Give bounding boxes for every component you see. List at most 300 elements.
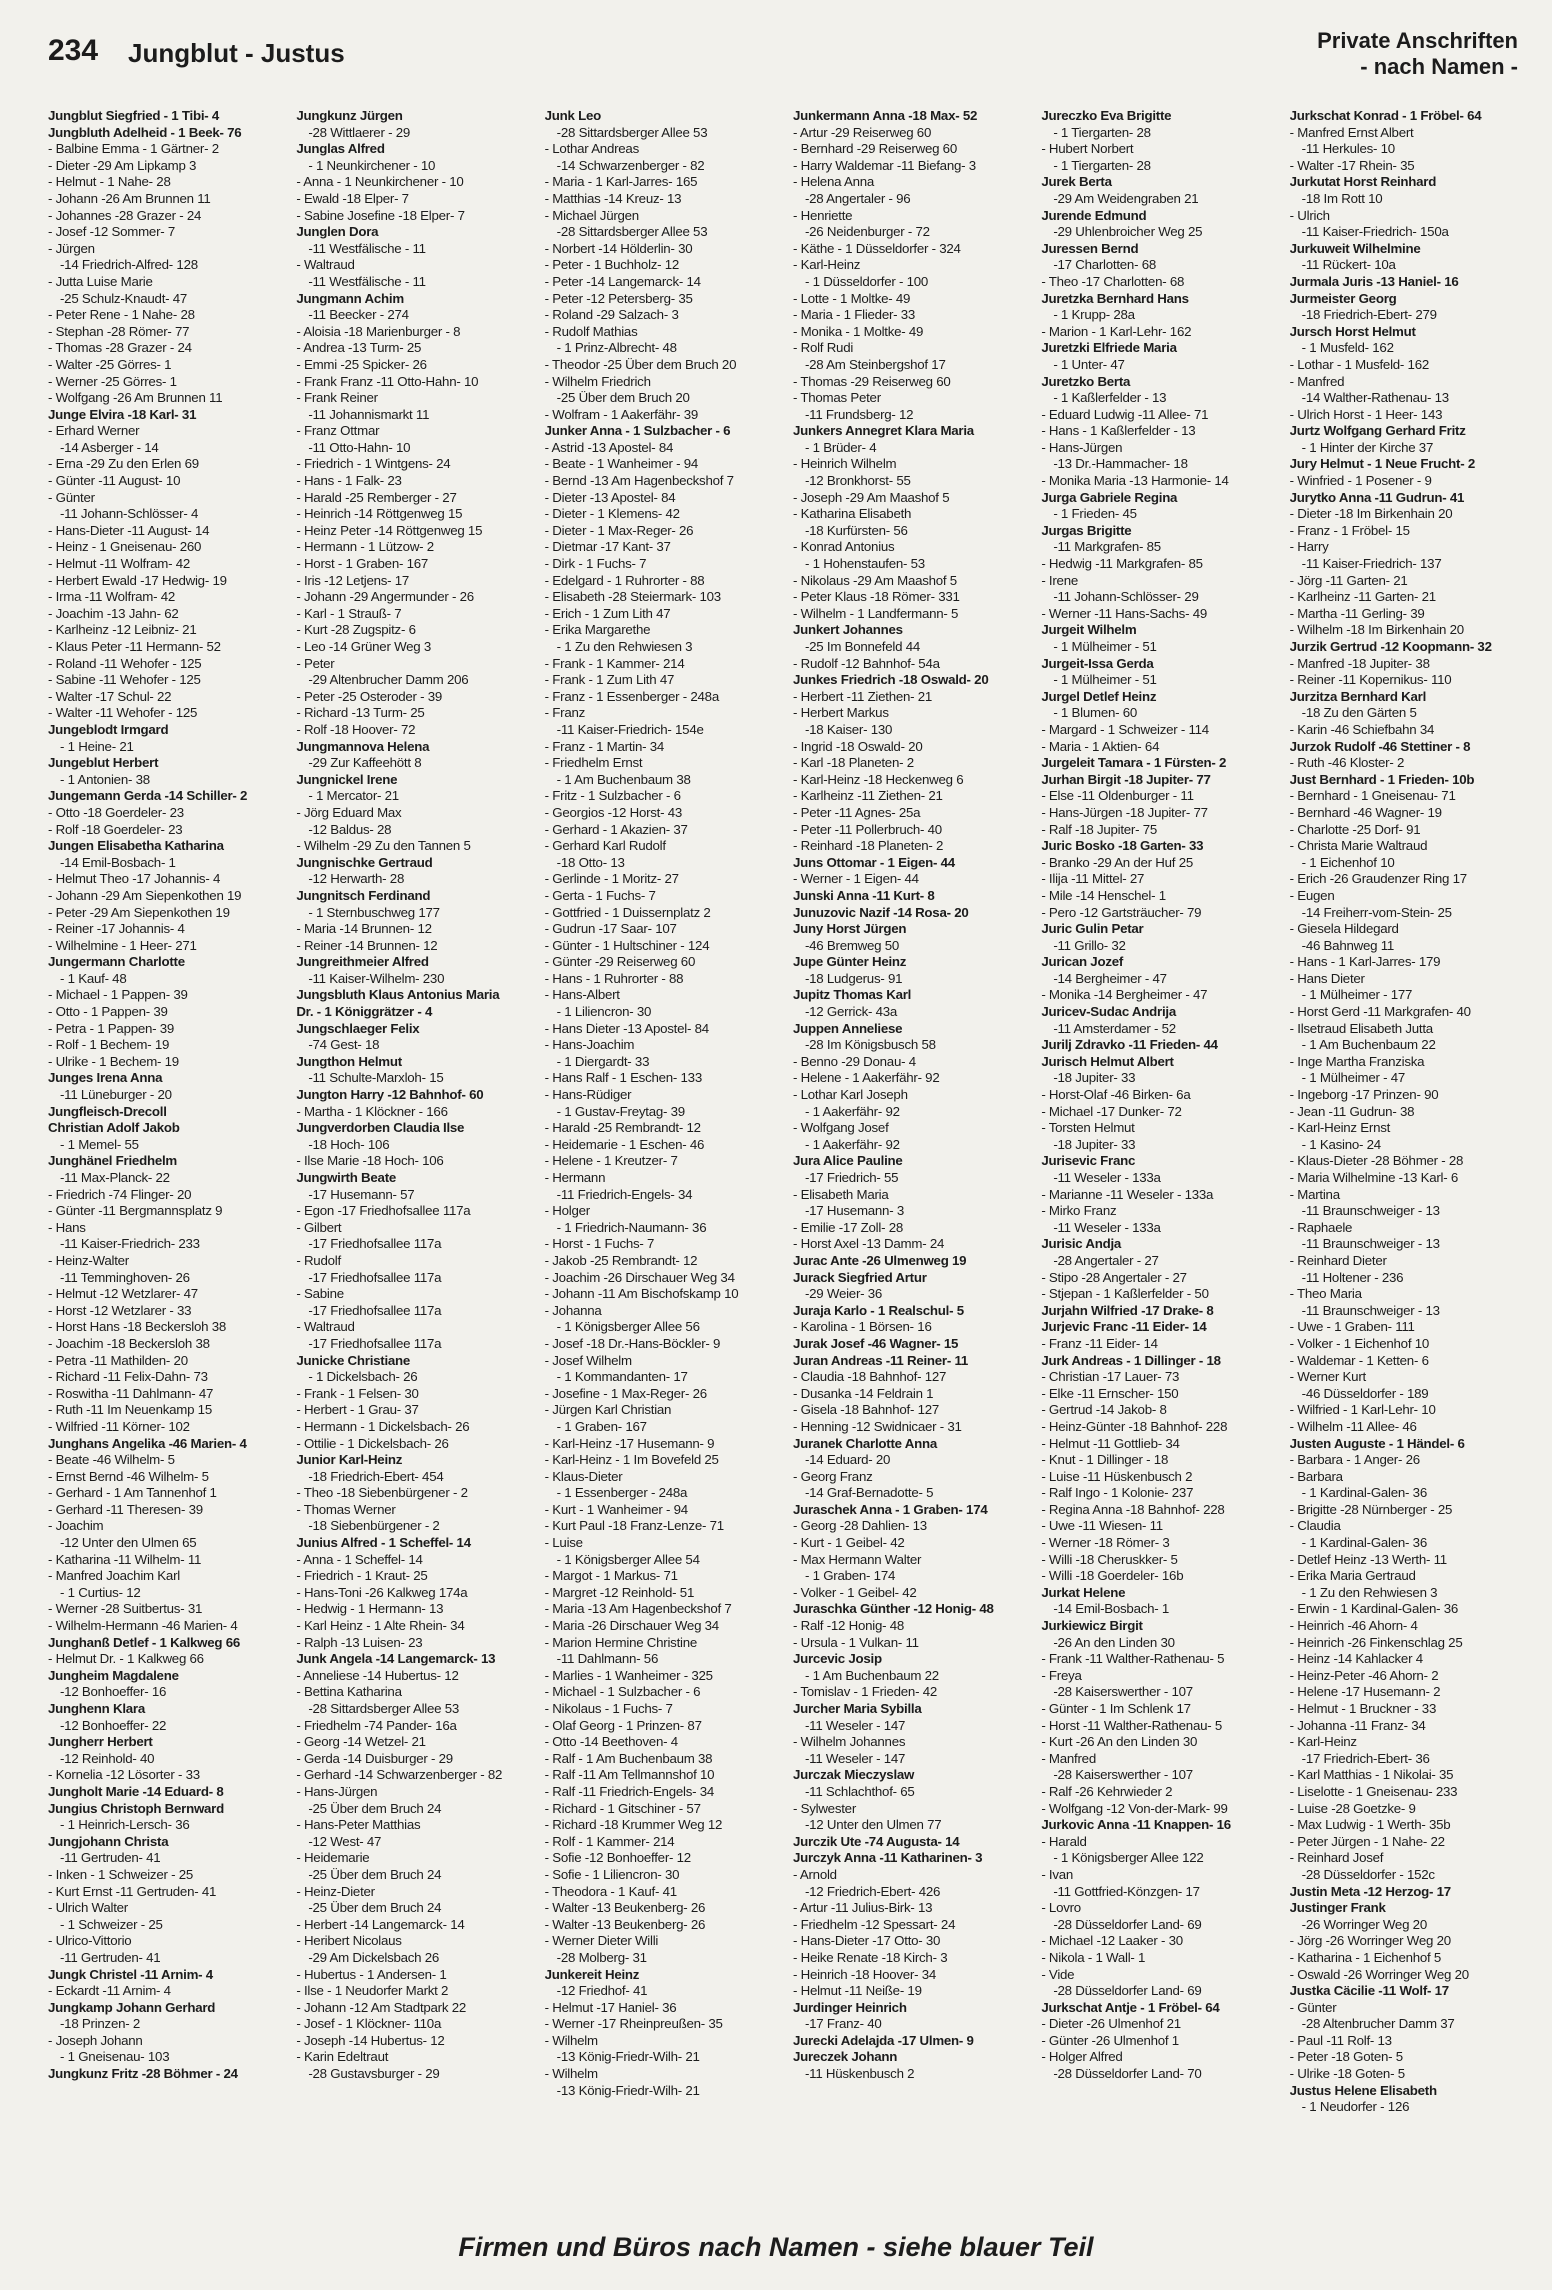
listing-entry: - Edelgard - 1 Ruhrorter - 88 <box>544 572 705 588</box>
listing-entry: - Günter -29 Reiserweg 60 <box>544 954 696 970</box>
listing-entry: -12 Reinhold- 40 <box>60 1750 155 1766</box>
listing-entry: - Peter Jürgen - 1 Nahe- 22 <box>1289 1833 1445 1849</box>
listing-entry: - Ruth -11 Im Neuenkamp 15 <box>48 1402 212 1418</box>
listing-entry: - Harald <box>1041 1833 1087 1849</box>
listing-entry: - Joseph -29 Am Maashof 5 <box>792 489 950 505</box>
listing-entry: - Kurt Ernst -11 Gertruden- 41 <box>48 1883 217 1899</box>
listing-entry: - Winfried - 1 Posener - 9 <box>1289 473 1432 489</box>
listing-entry: Junk Leo <box>544 108 602 123</box>
listing-entry: -25 Über dem Bruch 20 <box>556 390 690 406</box>
listing-entry: - Frank -11 Walther-Rathenau- 5 <box>1041 1651 1225 1667</box>
listing-entry: -11 Lüneburger - 20 <box>60 1087 172 1103</box>
footer-note: Firmen und Büros nach Namen - siehe blauer Teil <box>458 2232 1094 2262</box>
listing-entry: - Wilhelm <box>544 2032 598 2048</box>
listing-entry: - Gerta - 1 Fuchs- 7 <box>544 887 656 903</box>
listing-entry: - Helmut -11 Gottlieb- 34 <box>1041 1435 1180 1451</box>
listing-entry: -25 Über dem Bruch 24 <box>308 1866 442 1882</box>
listing-entry: -14 Freiherr-vom-Stein- 25 <box>1301 904 1452 920</box>
listing-entry: - Ingeborg -17 Prinzen- 90 <box>1289 1087 1439 1103</box>
listing-entry: -12 Gerrick- 43a <box>804 1004 898 1020</box>
listing-entry: - Stjepan - 1 Kaßlerfelder - 50 <box>1041 1286 1209 1302</box>
listing-entry: - Ulrike -18 Goten- 5 <box>1289 2066 1405 2082</box>
listing-entry: -11 Kaiser-Friedrich- 137 <box>1301 556 1442 572</box>
listing-entry: Jungnickel Irene <box>296 771 398 787</box>
listing-column-2 <box>296 108 534 2218</box>
listing-entry: -29 Am Dickelsbach 26 <box>308 1949 440 1965</box>
listing-entry: - Liselotte - 1 Gneisenau- 233 <box>1289 1783 1458 1799</box>
listing-entry: Jurgeleit Tamara - 1 Fürsten- 2 <box>1041 755 1227 771</box>
listing-entry: - Wilfried -11 Körner- 102 <box>48 1418 190 1434</box>
listing-entry: - Günter <box>1289 1999 1337 2015</box>
listing-entry: Junkes Friedrich -18 Oswald- 20 <box>792 672 989 688</box>
listing-entry: - Charlotte -25 Dorf- 91 <box>1289 821 1421 837</box>
listing-entry: - Marianne -11 Weseler - 133a <box>1041 1186 1214 1202</box>
listing-entry: - Otto -14 Beethoven- 4 <box>544 1734 678 1750</box>
listing-entry: - Frank - 1 Zum Lith 47 <box>544 672 675 688</box>
listing-entry: -13 König-Friedr-Wilh- 21 <box>556 2082 700 2098</box>
listing-entry: Jurhan Birgit -18 Jupiter- 77 <box>1041 771 1211 787</box>
listing-entry: - Horst Gerd -11 Markgrafen- 40 <box>1289 1004 1471 1020</box>
listing-entry: - Max Hermann Walter <box>792 1551 922 1567</box>
listing-entry: - Joachim <box>48 1518 104 1534</box>
listing-entry: Jurecki Adelajda -17 Ulmen- 9 <box>792 2032 974 2048</box>
listing-entry: - Manfred -18 Jupiter- 38 <box>1289 655 1430 671</box>
listing-entry: - Friedhelm -74 Pander- 16a <box>296 1717 457 1733</box>
listing-entry: - Lothar - 1 Musfeld- 162 <box>1289 356 1429 372</box>
listing-entry: - Gerhard - 1 Am Tannenhof 1 <box>48 1485 217 1501</box>
listing-entry: Justinger Frank <box>1289 1900 1386 1916</box>
listing-entry: - Hans-Jürgen <box>1041 439 1123 455</box>
listing-entry: -28 Gustavsburger - 29 <box>308 2066 440 2082</box>
listing-entry: -14 Emil-Bosbach- 1 <box>1053 1601 1170 1617</box>
listing-entry: -11 Frundsberg- 12 <box>804 406 914 422</box>
listing-entry: Juppen Anneliese <box>792 1020 903 1036</box>
listing-entry: -11 Schulte-Marxloh- 15 <box>308 1070 444 1086</box>
listing-entry: -28 Angertaler - 27 <box>1053 1252 1159 1268</box>
listing-entry: -11 Weseler - 147 <box>804 1750 906 1766</box>
listing-entry: -17 Franz- 40 <box>804 2016 882 2032</box>
listing-entry: - Martina <box>1289 1186 1340 1202</box>
listing-entry: - Werner -17 Rheinpreußen- 35 <box>544 2016 723 2032</box>
listing-entry: - Hermann - 1 Dickelsbach- 26 <box>296 1418 470 1434</box>
listing-entry: -11 Westfälische - 11 <box>308 273 426 289</box>
listing-entry: - Herbert Ewald -17 Hedwig- 19 <box>48 572 227 588</box>
listing-entry: - Ralf -12 Honig- 48 <box>792 1618 905 1634</box>
listing-entry: - Roland -29 Salzach- 3 <box>544 307 679 323</box>
listing-entry: - Henriette <box>792 207 853 223</box>
listing-entry: - Pero -12 Gartsträucher- 79 <box>1041 904 1202 920</box>
listing-entry: - Richard -18 Krummer Weg 12 <box>544 1817 723 1833</box>
listing-entry: - 1 Diergardt- 33 <box>556 1053 650 1069</box>
listing-entry: - Dieter - 1 Klemens- 42 <box>544 506 680 522</box>
listing-entry: - Elisabeth Maria <box>792 1186 889 1202</box>
listing-entry: -26 Neidenburger - 72 <box>804 224 930 240</box>
listing-entry: - 1 Essenberger - 248a <box>556 1485 688 1501</box>
listing-entry: -11 Weseler - 147 <box>804 1717 906 1733</box>
listing-entry: Juny Horst Jürgen <box>792 921 907 937</box>
listing-entry: - Jürgen <box>48 240 95 256</box>
listing-entry: - Erika Maria Gertraud <box>1289 1568 1416 1584</box>
listing-entry: - Reiner -11 Kopernikus- 110 <box>1289 672 1452 688</box>
listing-entry: -11 Johannismarkt 11 <box>308 406 430 422</box>
listing-entry: - Ulrich <box>1289 207 1330 223</box>
listing-entry: Jurjahn Wilfried -17 Drake- 8 <box>1041 1302 1214 1318</box>
listing-entry: Jurican Jozef <box>1041 954 1124 970</box>
listing-entry: - Aloisia -18 Marienburger - 8 <box>296 323 461 339</box>
listing-entry: - Bernd -13 Am Hagenbeckshof 7 <box>544 473 734 489</box>
listing-entry: - Werner Kurt <box>1289 1369 1366 1385</box>
listing-entry: -17 Friedhofsallee 117a <box>308 1269 442 1285</box>
listing-entry: - Günter -26 Ulmenhof 1 <box>1041 2032 1179 2048</box>
listing-entry: - Helene - 1 Kreutzer- 7 <box>544 1153 678 1169</box>
listing-entry: - Hans Dieter <box>1289 970 1365 986</box>
section-title-line2: - nach Namen - <box>1360 54 1518 79</box>
listing-entry: Junski Anna -11 Kurt- 8 <box>792 887 935 903</box>
listing-entry: - Johann -11 Am Bischofskamp 10 <box>544 1286 739 1302</box>
listing-entry: - Karin Edeltraut <box>296 2049 389 2065</box>
listing-entry: -14 Emil-Bosbach- 1 <box>60 854 176 870</box>
listing-entry: - Peter Rene - 1 Nahe- 28 <box>48 307 195 323</box>
listing-entry: -28 Kaiserswerther - 107 <box>1053 1767 1193 1783</box>
listing-entry: Jupitz Thomas Karl <box>792 987 912 1003</box>
listing-entry: - 1 Mercator- 21 <box>308 788 399 804</box>
listing-entry: - Bernhard -29 Reiserweg 60 <box>792 141 957 157</box>
listing-entry: - Heinrich Wilhelm <box>792 456 897 472</box>
listing-entry: - Lothar Karl Joseph <box>792 1087 908 1103</box>
listing-entry: - Hans Dieter -13 Apostel- 84 <box>544 1020 709 1036</box>
listing-entry: -18 Jupiter- 33 <box>1053 1070 1136 1086</box>
listing-entry: -11 Markgrafen- 85 <box>1053 539 1161 555</box>
listing-entry: - Peter -29 Am Siepenkothen 19 <box>48 904 230 920</box>
listing-entry: -13 Dr.-Hammacher- 18 <box>1053 456 1188 472</box>
listing-entry: - Helene - 1 Aakerfähr- 92 <box>792 1070 940 1086</box>
listing-entry: - 1 Gustav-Freytag- 39 <box>556 1103 685 1119</box>
listing-entry: - Christian -17 Lauer- 73 <box>1041 1369 1180 1385</box>
listing-entry: -28 Wittlaerer - 29 <box>308 124 410 140</box>
listing-entry: - Jean -11 Gudrun- 38 <box>1289 1103 1415 1119</box>
listing-entry: - Georg -28 Dahlien- 13 <box>792 1518 927 1534</box>
listing-entry: - Karl-Heinz <box>792 257 861 273</box>
listing-entry: - Heidemarie <box>296 1850 370 1866</box>
listing-entry: - Jörg -26 Worringer Weg 20 <box>1289 1933 1451 1949</box>
listing-entry: - Kurt - 1 Wanheimer - 94 <box>544 1501 688 1517</box>
listing-entry: - Theo Maria <box>1289 1286 1362 1302</box>
listing-entry: - Hans-Jürgen <box>296 1783 378 1799</box>
listing-entry: Juric Gulin Petar <box>1041 921 1144 937</box>
listing-entry: - Hans-Dieter -17 Otto- 30 <box>792 1933 941 1949</box>
listing-entry: Jurac Ante -26 Ulmenweg 19 <box>792 1252 967 1268</box>
listing-entry: - Johannes -28 Grazer - 24 <box>48 207 202 223</box>
listing-entry: - Margret -12 Reinhold- 51 <box>544 1584 695 1600</box>
listing-entry: -28 Sittardsberger Allee 53 <box>308 1701 460 1716</box>
listing-entry: - Ralph -13 Luisen- 23 <box>296 1634 423 1650</box>
listing-entry: Jurkiewicz Birgit <box>1041 1618 1143 1634</box>
listing-entry: -14 Walther-Rathenau- 13 <box>1301 390 1449 406</box>
listing-entry: - Hans-Toni -26 Kalkweg 174a <box>296 1584 468 1600</box>
listing-entry: - Ulrike - 1 Bechem- 19 <box>48 1053 179 1069</box>
listing-entry: -11 Weseler - 133a <box>1053 1170 1161 1185</box>
listing-entry: -18 Zu den Gärten 5 <box>1301 705 1417 721</box>
listing-entry: - Hans-Rüdiger <box>544 1087 632 1103</box>
listing-entry: - Richard -11 Felix-Dahn- 73 <box>48 1369 208 1385</box>
listing-entry: -28 Altenbrucher Damm 37 <box>1301 2016 1455 2032</box>
listing-entry: -14 Asberger - 14 <box>60 439 159 455</box>
listing-entry: -17 Friedrich-Ebert- 36 <box>1301 1750 1430 1766</box>
listing-entry: - Gisela -18 Bahnhof- 127 <box>792 1402 939 1418</box>
listing-entry: -74 Gest- 18 <box>308 1037 380 1053</box>
listing-entry: Junghans Angelika -46 Marien- 4 <box>48 1435 247 1451</box>
listing-entry: -26 Worringer Weg 20 <box>1301 1916 1427 1932</box>
listing-entry: -12 Friedrich-Ebert- 426 <box>804 1883 941 1899</box>
listing-entry: - Erna -29 Zu den Erlen 69 <box>48 456 199 472</box>
listing-entry: - Peter <box>296 655 335 671</box>
listing-entry: Junges Irena Anna <box>48 1070 163 1086</box>
listing-entry: Just Bernhard - 1 Frieden- 10b <box>1289 771 1475 787</box>
listing-entry: - Hedwig -11 Markgrafen- 85 <box>1041 556 1203 572</box>
listing-entry: - Karl-Heinz - 1 Im Bovefeld 25 <box>544 1452 719 1468</box>
listing-columns <box>48 108 1528 2218</box>
listing-entry: - Michael Jürgen <box>544 207 639 223</box>
listing-entry: - Bernhard - 1 Gneisenau- 71 <box>1289 788 1456 804</box>
listing-entry: - Theodora - 1 Kauf- 41 <box>544 1883 677 1899</box>
listing-entry: - Harald -25 Rembrandt- 12 <box>544 1120 701 1136</box>
listing-entry: - Ottilie - 1 Dickelsbach- 26 <box>296 1435 449 1451</box>
listing-entry: - Ilsetraud Elisabeth Jutta <box>1289 1020 1433 1036</box>
listing-entry: - Stephan -28 Römer- 77 <box>48 323 190 339</box>
page-header <box>0 0 1552 110</box>
listing-entry: - Ralf Ingo - 1 Kolonie- 237 <box>1041 1485 1194 1501</box>
listing-entry: - Lovro <box>1041 1900 1081 1916</box>
listing-entry: Jungwirth Beate <box>296 1170 397 1185</box>
listing-entry: - Klaus-Dieter <box>544 1468 623 1484</box>
listing-entry: - Werner -25 Görres- 1 <box>48 373 177 389</box>
listing-entry: - Wolfgang -12 Von-der-Mark- 99 <box>1041 1800 1228 1816</box>
listing-entry: - Karin -46 Schiefbahn 34 <box>1289 721 1435 737</box>
listing-entry: - Karl -18 Planeten- 2 <box>792 755 914 771</box>
listing-entry: - Helene -17 Husemann- 2 <box>1289 1684 1441 1700</box>
listing-entry: - Else -11 Oldenburger - 11 <box>1041 788 1194 804</box>
listing-entry: Juressen Bernd <box>1041 240 1139 256</box>
listing-entry: - Helmut -11 Wolfram- 42 <box>48 556 191 572</box>
listing-entry: - Bernhard -46 Wagner- 19 <box>1289 804 1442 820</box>
listing-entry: - Wolfgang Josef <box>792 1120 889 1136</box>
listing-entry: - Jakob -25 Rembrandt- 12 <box>544 1252 698 1268</box>
listing-entry: - Waldemar - 1 Ketten- 6 <box>1289 1352 1429 1368</box>
listing-entry: Junglen Dora <box>296 224 379 240</box>
listing-entry: - Frank - 1 Kammer- 214 <box>544 655 685 671</box>
listing-entry: - 1 Kardinal-Galen- 36 <box>1301 1535 1427 1551</box>
listing-entry: Jungkunz Jürgen <box>296 108 403 123</box>
listing-entry: - 1 Curtius- 12 <box>60 1584 141 1600</box>
listing-entry: -25 Über dem Bruch 24 <box>308 1800 442 1816</box>
listing-entry: -28 Molberg- 31 <box>556 1949 647 1965</box>
listing-entry: -17 Friedhofsallee 117a <box>308 1236 442 1252</box>
listing-entry: - Gerhard -14 Schwarzenberger - 82 <box>296 1767 503 1783</box>
listing-entry: - Georgios -12 Horst- 43 <box>544 804 683 820</box>
listing-entry: - Waltraud <box>296 1319 355 1335</box>
listing-entry: - Luise -28 Goetzke- 9 <box>1289 1800 1416 1816</box>
listing-entry: Jurjevic Franc -11 Eider- 14 <box>1041 1319 1207 1335</box>
listing-entry: - Joachim -13 Jahn- 62 <box>48 605 179 621</box>
listing-entry: - 1 Am Buchenbaum 38 <box>556 771 691 787</box>
listing-entry: -29 Am Weidengraben 21 <box>1053 190 1199 206</box>
listing-entry: - Gerda -14 Duisburger - 29 <box>296 1750 453 1766</box>
listing-entry: - Frank - 1 Felsen- 30 <box>296 1385 419 1401</box>
listing-entry: Jurzik Gertrud -12 Koopmann- 32 <box>1289 639 1492 654</box>
listing-entry: Jungmannova Helena <box>296 738 430 754</box>
listing-entry: - Werner -18 Römer- 3 <box>1041 1535 1170 1551</box>
listing-entry: - Roswitha -11 Dahlmann- 47 <box>48 1385 214 1401</box>
listing-entry: - Günter -11 August- 10 <box>48 473 181 489</box>
listing-entry: - Gerhard -11 Theresen- 39 <box>48 1501 203 1517</box>
listing-entry: -28 Sittardsberger Allee 53 <box>556 124 708 140</box>
listing-entry: Jurczyk Anna -11 Katharinen- 3 <box>792 1850 983 1866</box>
listing-entry: - Mile -14 Henschel- 1 <box>1041 887 1166 903</box>
listing-entry: -11 Gertruden- 41 <box>60 1850 161 1866</box>
listing-entry: - Karlheinz -12 Leibniz- 21 <box>48 622 197 638</box>
listing-entry: - 1 Friedrich-Naumann- 36 <box>556 1219 707 1235</box>
listing-entry: - Jörg Eduard Max <box>296 804 402 820</box>
listing-entry: Jungbluth Adelheid - 1 Beek- 76 <box>48 124 242 140</box>
listing-entry: - Walter -17 Schul- 22 <box>48 688 172 704</box>
listing-entry: - Ralf - 1 Am Buchenbaum 38 <box>544 1750 713 1766</box>
listing-entry: - Hans - 1 Falk- 23 <box>296 473 402 489</box>
listing-entry: -17 Husemann- 57 <box>308 1186 415 1202</box>
listing-entry: - 1 Prinz-Albrecht- 48 <box>556 340 677 356</box>
listing-entry: Jungius Christoph Bernward <box>48 1800 224 1816</box>
listing-entry: - Harald -25 Remberger - 27 <box>296 489 457 505</box>
listing-entry: - Uwe -11 Wiesen- 11 <box>1041 1518 1163 1534</box>
listing-entry: Jungemann Gerda -14 Schiller- 2 <box>48 788 248 804</box>
listing-entry: - Erich -26 Graudenzer Ring 17 <box>1289 871 1467 887</box>
listing-entry: - 1 Mülheimer - 51 <box>1053 672 1157 688</box>
listing-column-5 <box>1041 108 1279 2218</box>
listing-entry: - Lothar Andreas <box>544 141 639 157</box>
name-range-title: Jungblut - Justus <box>128 38 345 68</box>
listing-entry: - Ingrid -18 Oswald- 20 <box>792 738 923 754</box>
listing-entry: - Beate -46 Wilhelm- 5 <box>48 1452 175 1468</box>
listing-entry: - Heinrich -18 Hoover- 34 <box>792 1966 937 1982</box>
listing-entry: - Jutta Luise Marie <box>48 273 153 289</box>
listing-entry: - 1 Blumen- 60 <box>1053 705 1138 721</box>
listing-entry: - Marion - 1 Karl-Lehr- 162 <box>1041 323 1192 339</box>
listing-entry: - Heinz-Peter -46 Ahorn- 2 <box>1289 1667 1439 1683</box>
listing-entry: -12 Baldus- 28 <box>308 821 392 837</box>
listing-entry: - Walter -11 Wehofer - 125 <box>48 705 198 721</box>
listing-entry: - Ruth -46 Kloster- 2 <box>1289 755 1405 771</box>
listing-entry: - Johanna -11 Franz- 34 <box>1289 1717 1426 1733</box>
listing-entry: Juraschka Günther -12 Honig- 48 <box>792 1601 994 1617</box>
listing-entry: - Rolf Rudi <box>792 340 854 356</box>
listing-entry: - Claudia <box>1289 1518 1341 1534</box>
listing-entry: -11 Holtener - 236 <box>1301 1269 1404 1285</box>
listing-entry: - Maria - 1 Flieder- 33 <box>792 307 916 323</box>
listing-entry: - Benno -29 Donau- 4 <box>792 1053 916 1069</box>
listing-entry: - Wilhelm -29 Zu den Tannen 5 <box>296 838 471 854</box>
listing-entry: - Franz <box>544 705 586 721</box>
listing-entry: - Ernst Bernd -46 Wilhelm- 5 <box>48 1468 209 1484</box>
listing-entry: - Willi -18 Cheruskker- 5 <box>1041 1551 1178 1567</box>
listing-entry: - Rudolf <box>296 1252 341 1268</box>
listing-entry: - Eckardt -11 Arnim- 4 <box>48 1983 171 1999</box>
listing-entry: Jureczko Eva Brigitte <box>1041 108 1172 123</box>
listing-entry: Jurilj Zdravko -11 Frieden- 44 <box>1041 1037 1218 1053</box>
listing-entry: - Dietmar -17 Kant- 37 <box>544 539 671 555</box>
listing-entry: - Waltraud <box>296 257 355 273</box>
listing-entry: - 1 Am Buchenbaum 22 <box>1301 1037 1436 1053</box>
listing-entry: Jurack Siegfried Artur <box>792 1269 927 1285</box>
listing-entry: - Reiner -17 Johannis- 4 <box>48 921 185 937</box>
listing-entry: - Inge Martha Franziska <box>1289 1053 1425 1069</box>
listing-entry: - 1 Brüder- 4 <box>804 439 877 455</box>
listing-entry: Jupe Günter Heinz <box>792 954 907 970</box>
listing-entry: - 1 Kasino- 24 <box>1301 1136 1381 1152</box>
listing-entry: - Günter <box>48 489 95 505</box>
listing-entry: - Günter - 1 Hultschiner - 124 <box>544 937 710 953</box>
listing-entry: -11 Kaiser-Wilhelm- 230 <box>308 970 445 986</box>
listing-entry: - Maria -13 Am Hagenbeckshof 7 <box>544 1601 732 1617</box>
listing-entry: Christian Adolf Jakob <box>48 1120 180 1136</box>
listing-entry: - Helmut - 1 Bruckner - 33 <box>1289 1701 1437 1716</box>
listing-entry: - Nikola - 1 Wall- 1 <box>1041 1949 1146 1965</box>
listing-entry: - Max Ludwig - 1 Werth- 35b <box>1289 1817 1451 1833</box>
listing-entry: - Sofie -12 Bonhoeffer- 12 <box>544 1850 691 1866</box>
listing-entry: - 1 Neunkirchener - 10 <box>308 157 436 173</box>
listing-entry: Jurak Josef -46 Wagner- 15 <box>792 1335 959 1351</box>
listing-entry: - Michael -12 Laaker - 30 <box>1041 1933 1183 1949</box>
listing-entry: - Erwin - 1 Kardinal-Galen- 36 <box>1289 1601 1459 1617</box>
listing-entry: - 1 Aakerfähr- 92 <box>804 1103 900 1119</box>
listing-entry: -11 Kaiser-Friedrich- 150a <box>1301 224 1449 240</box>
listing-entry: - Iris -12 Letjens- 17 <box>296 572 410 588</box>
page-number: 234 <box>48 34 99 67</box>
listing-entry: -18 Kurfürsten- 56 <box>804 522 908 538</box>
listing-entry: - Johann -29 Am Siepenkothen 19 <box>48 887 242 903</box>
listing-entry: Juretzki Elfriede Maria <box>1041 340 1177 356</box>
listing-entry: - Heinrich -46 Ahorn- 4 <box>1289 1618 1418 1634</box>
listing-entry: - Dieter - 1 Max-Reger- 26 <box>544 522 694 538</box>
listing-entry: - 1 Mülheimer - 47 <box>1301 1070 1406 1086</box>
listing-entry: - Ursula - 1 Vulkan- 11 <box>792 1634 919 1650</box>
listing-entry: - Willi -18 Goerdeler- 16b <box>1041 1568 1184 1584</box>
listing-entry: - Johanna <box>544 1302 602 1318</box>
listing-entry: -11 Dahlmann- 56 <box>556 1651 659 1667</box>
listing-entry: -18 Prinzen- 2 <box>60 2016 141 2032</box>
listing-entry: - Emilie -17 Zoll- 28 <box>792 1219 904 1235</box>
listing-entry: - Wolfgang -26 Am Brunnen 11 <box>48 390 223 406</box>
listing-entry: -25 Schulz-Knaudt- 47 <box>60 290 188 306</box>
listing-entry: - Günter -11 Bergmannsplatz 9 <box>48 1203 223 1219</box>
listing-entry: Jurkutat Horst Reinhard <box>1289 174 1437 190</box>
listing-entry: - Dieter -13 Apostel- 84 <box>544 489 676 505</box>
listing-entry: - Thomas -28 Grazer - 24 <box>48 340 192 356</box>
listing-entry: - Helmut -17 Haniel- 36 <box>544 1999 677 2015</box>
listing-entry: - Nikolaus -29 Am Maashof 5 <box>792 572 957 588</box>
listing-entry: - Peter - 1 Buchholz- 12 <box>544 257 680 273</box>
listing-entry: Junkers Annegret Klara Maria <box>792 423 974 439</box>
listing-entry: - 1 Heinrich-Lersch- 36 <box>60 1817 190 1833</box>
listing-entry: - Karl-Heinz Ernst <box>1289 1120 1391 1136</box>
listing-entry: - Helmut Theo -17 Johannis- 4 <box>48 871 221 887</box>
listing-entry: - Hans-Jürgen -18 Jupiter- 77 <box>1041 804 1208 820</box>
listing-entry: - Tomislav - 1 Frieden- 42 <box>792 1684 937 1700</box>
listing-entry: - Heinz Peter -14 Röttgenweg 15 <box>296 522 483 538</box>
listing-entry: -18 Friedrich-Ebert- 454 <box>308 1468 444 1484</box>
listing-entry: - Maria - 1 Aktien- 64 <box>1041 738 1160 754</box>
listing-entry: Jurgas Brigitte <box>1041 522 1132 538</box>
listing-entry: - Nikolaus - 1 Fuchs- 7 <box>544 1701 673 1716</box>
listing-entry: - Peter -25 Osteroder - 39 <box>296 688 443 704</box>
